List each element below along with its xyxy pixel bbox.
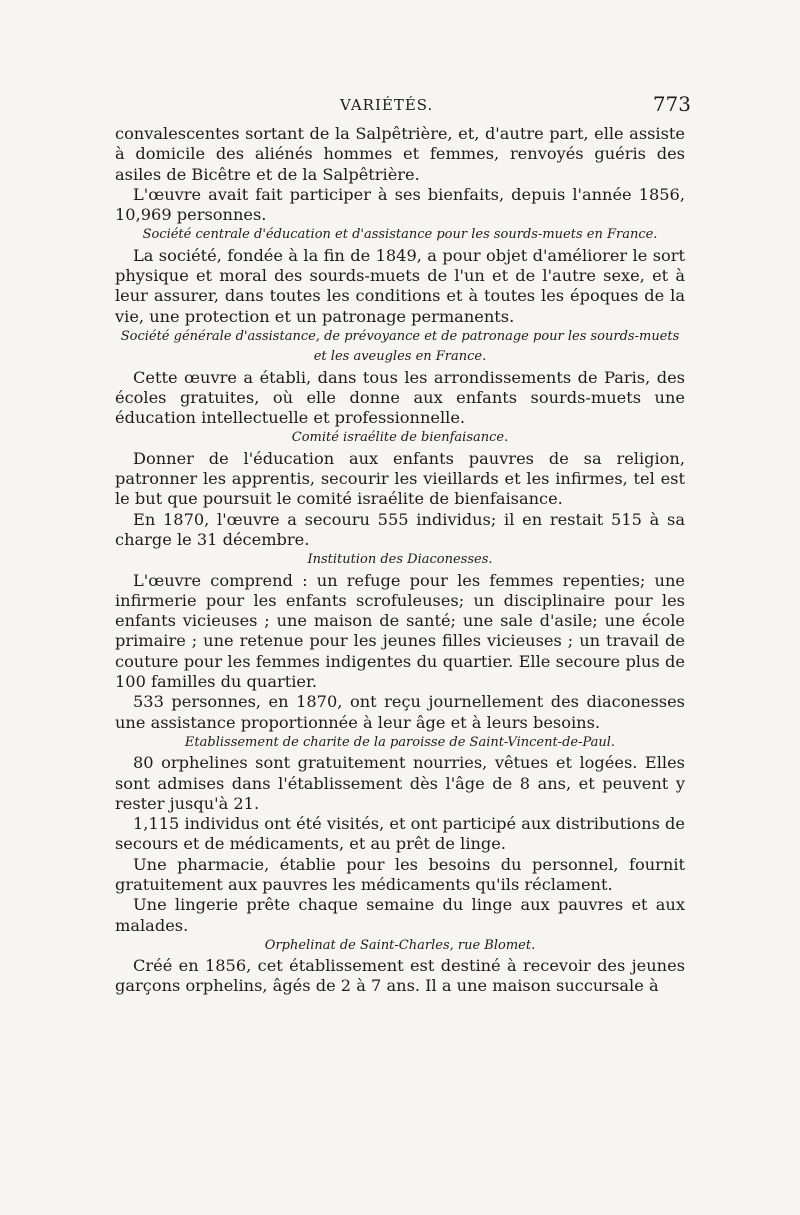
paragraph: L'œuvre avait fait participer à ses bienfaits, depuis l'année 1856, 10,969 personnes.	[115, 184, 685, 225]
paragraph: La société, fondée à la fin de 1849, a pour objet d'améliorer le sort physique et moral des sourds-muets de l'un et de l'autre sexe, et à leur assurer, dans toutes les conditions et à toutes les époques de la vie, une protection et un patronage permanents.	[115, 245, 685, 326]
section-heading: Orphelinat de Saint-Charles, rue Blomet.	[264, 937, 536, 953]
paragraph: L'œuvre comprend : un refuge pour les femmes repenties; une infirmerie pour les enfants scrofuleuses; un disciplinaire pour les enfants vicieuses ; une maison de santé; une sale d'asile; une école primaire ; une retenue pour les jeunes filles vicieuses ; un travail de couture pour les femmes indigentes du quartier. Elle secoure plus de 100 familles du quartier.	[115, 570, 685, 692]
running-title: VARIÉTÉS.	[340, 96, 434, 114]
paragraph: Une lingerie prête chaque semaine du linge aux pauvres et aux malades.	[115, 895, 685, 935]
page-number: 773	[652, 92, 691, 116]
paragraph: Cette œuvre a établi, dans tous les arrondissements de Paris, des écoles gratuites, où elle donne aux enfants sourds-muets une éducation intellectuelle et professionnelle.	[115, 367, 685, 428]
paragraph: 1,115 individus ont été visités, et ont participé aux distributions de secours et de médicaments, et au prêt de linge.	[115, 814, 685, 854]
section-heading: Comité israélite de bienfaisance.	[291, 430, 509, 446]
paragraph: convalescentes sortant de la Salpêtrière, et, d'autre part, elle assiste à domicile des aliénés hommes et femmes, renvoyés guéris des asiles de Bicêtre et de la Salpêtrière.	[115, 124, 685, 184]
paragraph: En 1870, l'œuvre a secouru 555 individus; il en restait 515 à sa charge le 31 décembre.	[115, 509, 685, 549]
paragraph: 533 personnes, en 1870, ont reçu journellement des diaconesses une assistance proportionnée à leur âge et à leurs besoins.	[115, 692, 685, 732]
section-heading: Société centrale d'éducation et d'assistance pour les sourds-muets en France.	[142, 227, 658, 243]
paragraph: 80 orphelines sont gratuitement nourries, vêtues et logées. Elles sont admises dans l'établissement dès l'âge de 8 ans, et peuvent y rester jusqu'à 21.	[115, 753, 685, 813]
section-heading: Institution des Diaconesses.	[307, 552, 493, 568]
section-heading: Etablissement de charite de la paroisse de Saint-Vincent-de-Paul.	[184, 734, 616, 750]
book-page	[115, 92, 691, 997]
paragraph: Créé en 1856, cet établissement est destiné à recevoir des jeunes garçons orphelins, âgés de 2 à 7 ans. Il a une maison succursale à	[115, 956, 685, 996]
running-head	[115, 92, 691, 124]
paragraph: Donner de l'éducation aux enfants pauvres de sa religion, patronner les apprentis, secourir les vieillards et les infirmes, tel est le but que poursuit le comité israélite de bienfaisance.	[115, 448, 685, 509]
section-heading: Société générale d'assistance, de prévoyance et de patronage pour les sourds-muets et les aveugles en France.	[120, 328, 680, 365]
paragraph: Une pharmacie, établie pour les besoins du personnel, fournit gratuitement aux pauvres les médicaments qu'ils réclament.	[115, 854, 685, 894]
